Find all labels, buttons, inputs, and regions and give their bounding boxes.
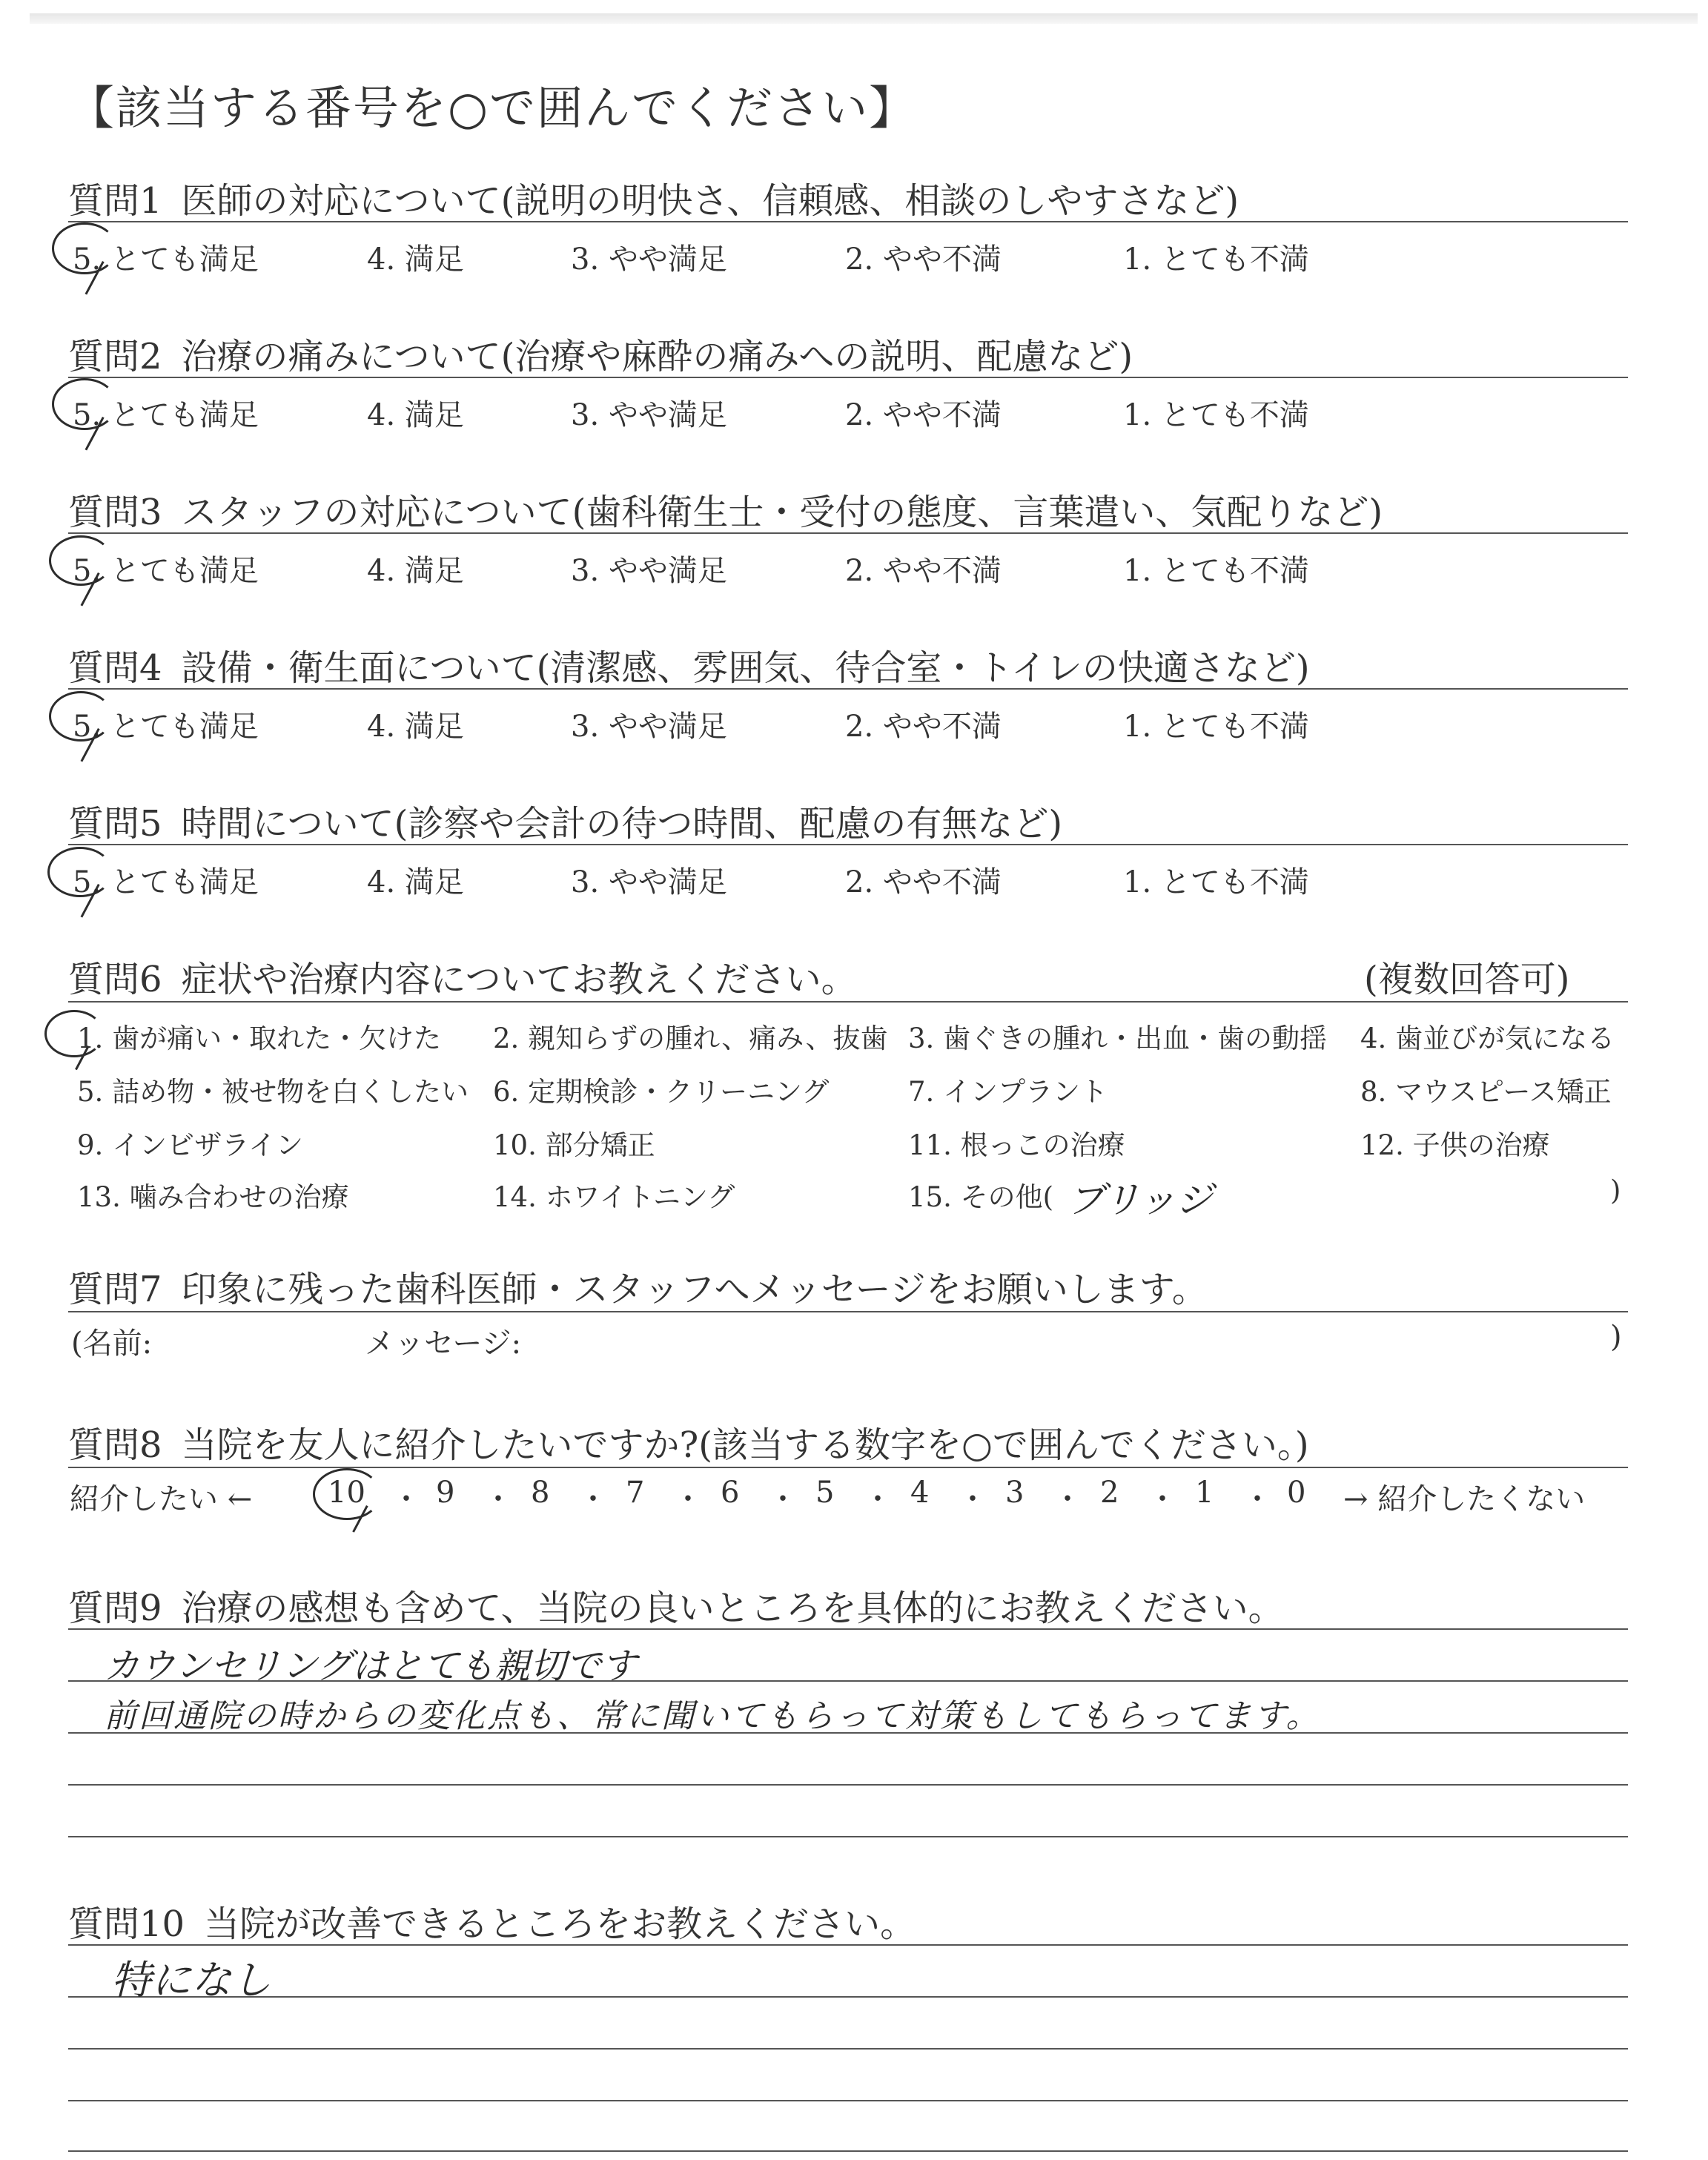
question-3-rule [68,532,1628,534]
q5-option-4[interactable]: 4. 満足 [367,865,464,899]
q7-name-label: (名前: [71,1327,153,1361]
question-1-title [68,172,1239,223]
q2-option-2[interactable]: 2. やや不満 [845,398,1002,432]
q8-sep: ・ [1242,1482,1272,1516]
q3-selection-circle [49,535,113,586]
q3-option-4[interactable]: 4. 満足 [367,554,464,588]
q9-answer-line [68,1836,1628,1837]
q8-scale-3[interactable]: 3 [1005,1476,1025,1510]
question-7-text: 印象に残った歯科医師・スタッフへメッセージをお願いします。 [181,1269,1208,1310]
q10-answer-line [68,1996,1628,1998]
q10-answer-line [68,2100,1628,2101]
q8-sep: ・ [768,1482,798,1516]
question-6-title [68,951,857,1002]
q1-selection-circle [52,222,117,274]
q6-other-close-paren: ) [1610,1175,1621,1206]
q4-option-5[interactable]: 5. とても満足 [73,710,259,744]
q6-option-14[interactable]: 14. ホワイトニング [493,1181,735,1213]
q8-scale-1[interactable]: 1 [1195,1476,1214,1510]
question-5-text: 時間について(診察や会計の待つ時間、配慮の有無など) [181,803,1063,845]
q1-option-5[interactable]: 5. とても満足 [73,242,259,277]
question-9-number: 質問9 [68,1588,162,1629]
question-4-text: 設備・衛生面について(清潔感、雰囲気、待合室・トイレの快適さなど) [181,647,1310,689]
question-3-title [68,483,1383,535]
question-4-title [68,639,1310,690]
q7-message-label: メッセージ: [365,1327,522,1361]
q10-answer[interactable]: 特になし [111,1957,271,2004]
q8-sep: ・ [958,1482,987,1516]
question-2-number: 質問2 [68,336,162,377]
question-5-number: 質問5 [68,803,162,845]
q8-scale-6[interactable]: 6 [721,1476,740,1510]
q1-option-3[interactable]: 3. やや満足 [571,242,727,277]
q8-sep: ・ [483,1482,513,1516]
q8-sep: ・ [1053,1482,1082,1516]
question-8-title [68,1416,1309,1467]
q9-answer-line-1[interactable]: カウンセリングはとても親切です [104,1645,638,1687]
q3-option-5[interactable]: 5. とても満足 [73,554,259,588]
q6-option-12[interactable]: 12. 子供の治療 [1360,1129,1550,1161]
q8-scale-0[interactable]: 0 [1287,1476,1306,1510]
question-1-number: 質問1 [68,180,162,222]
question-7-number: 質問7 [68,1269,162,1310]
q6-selection-circle [44,1010,104,1057]
question-2-rule [68,377,1628,378]
q5-option-3[interactable]: 3. やや満足 [571,865,727,899]
q1-option-4[interactable]: 4. 満足 [367,242,464,277]
q2-option-5[interactable]: 5. とても満足 [73,398,259,432]
q8-sep: ・ [578,1482,608,1516]
q8-scale-9[interactable]: 9 [436,1476,455,1510]
q4-option-1[interactable]: 1. とても不満 [1123,710,1309,744]
question-7-rule [68,1311,1628,1312]
q6-option-4[interactable]: 4. 歯並びが気になる [1360,1023,1615,1054]
q4-option-3[interactable]: 3. やや満足 [571,710,727,744]
q6-other-answer[interactable]: ブリッジ [1068,1178,1213,1221]
q8-sep: ・ [673,1482,703,1516]
q2-option-1[interactable]: 1. とても不満 [1123,398,1309,432]
q5-option-5[interactable]: 5. とても満足 [73,865,259,899]
q6-option-3[interactable]: 3. 歯ぐきの腫れ・出血・歯の動揺 [908,1023,1328,1054]
question-2-text: 治療の痛みについて(治療や麻酔の痛みへの説明、配慮など) [181,336,1133,377]
q6-option-7[interactable]: 7. インプラント [908,1076,1108,1108]
q8-sep: ・ [391,1482,421,1516]
q8-left-label: 紹介したい ← [70,1482,253,1516]
q6-option-2[interactable]: 2. 親知らずの腫れ、痛み、抜歯 [493,1023,888,1054]
q3-option-2[interactable]: 2. やや不満 [845,554,1002,588]
q8-scale-5[interactable]: 5 [815,1476,835,1510]
q6-option-6[interactable]: 6. 定期検診・クリーニング [493,1076,830,1108]
q8-scale-10[interactable]: 10 [328,1476,365,1510]
q6-option-1[interactable]: 1. 歯が痛い・取れた・欠けた [77,1023,442,1054]
q4-option-4[interactable]: 4. 満足 [367,710,464,744]
q9-answer-line [68,1784,1628,1786]
q6-option-13[interactable]: 13. 噛み合わせの治療 [77,1181,349,1213]
question-8-text: 当院を友人に紹介したいですか?(該当する数字を○で囲んでください。) [181,1424,1309,1466]
question-1-text: 医師の対応について(説明の明快さ、信頼感、相談のしやすさなど) [181,180,1239,222]
question-6-multiple-note: (複数回答可) [1364,959,1570,1000]
question-10-number: 質問10 [68,1903,185,1945]
question-9-title [68,1579,1284,1631]
question-3-number: 質問3 [68,492,162,533]
question-4-number: 質問4 [68,647,162,689]
question-4-rule [68,688,1628,690]
q10-answer-line [68,2150,1628,2152]
question-8-number: 質問8 [68,1424,162,1466]
q1-option-1[interactable]: 1. とても不満 [1123,242,1309,277]
q10-answer-line [68,1944,1628,1946]
question-3-text: スタッフの対応について(歯科衛生士・受付の態度、言葉遣い、気配りなど) [181,492,1383,533]
question-6-text: 症状や治療内容についてお教えください。 [181,959,857,1000]
q6-option-8[interactable]: 8. マウスピース矯正 [1360,1076,1612,1108]
question-1-rule [68,221,1628,222]
q9-answer-line-2[interactable]: 前回通院の時からの変化点も、常に聞いてもらって対策もしてもらってます。 [104,1697,1321,1735]
q8-selection-circle [313,1468,381,1520]
question-9-text: 治療の感想も含めて、当院の良いところを具体的にお教えください。 [181,1588,1284,1629]
q8-scale-2[interactable]: 2 [1100,1476,1119,1510]
q4-option-2[interactable]: 2. やや不満 [845,710,1002,744]
question-10-text: 当院が改善できるところをお教えください。 [204,1903,916,1945]
question-8-rule [68,1467,1628,1468]
question-10-title [68,1895,916,1946]
q3-option-3[interactable]: 3. やや満足 [571,554,727,588]
question-5-title [68,795,1062,846]
q9-answer-line [68,1628,1628,1630]
q8-sep: ・ [863,1482,893,1516]
q5-option-1[interactable]: 1. とても不満 [1123,865,1309,899]
question-2-title [68,328,1133,379]
q6-option-10[interactable]: 10. 部分矯正 [493,1129,655,1161]
q5-selection-circle [47,847,113,897]
q2-option-3[interactable]: 3. やや満足 [571,398,727,432]
scan-edge [30,13,1698,24]
q6-option-9[interactable]: 9. インビザライン [77,1129,303,1161]
q1-option-2[interactable]: 2. やや不満 [845,242,1002,277]
q8-scale-7[interactable]: 7 [626,1476,645,1510]
question-7-title [68,1261,1208,1312]
q6-option-11[interactable]: 11. 根っこの治療 [908,1129,1125,1161]
q4-selection-circle [49,691,113,742]
q5-option-2[interactable]: 2. やや不満 [845,865,1002,899]
q3-option-1[interactable]: 1. とても不満 [1123,554,1309,588]
q2-selection-circle [52,378,117,430]
question-5-rule [68,844,1628,845]
form-header: 【該当する番号を○で囲んでください】 [68,81,917,135]
q8-scale-4[interactable]: 4 [910,1476,930,1510]
q6-option-5[interactable]: 5. 詰め物・被せ物を白くしたい [77,1076,469,1108]
q8-right-label: → 紹介したくない [1343,1482,1586,1516]
q10-answer-line [68,2048,1628,2050]
question-6-number: 質問6 [68,959,162,1000]
question-6-rule [68,1001,1628,1003]
q6-option-15[interactable]: 15. その他( [908,1181,1054,1213]
q7-close-paren: ) [1610,1320,1622,1354]
q8-sep: ・ [1148,1482,1177,1516]
q2-option-4[interactable]: 4. 満足 [367,398,464,432]
q8-scale-8[interactable]: 8 [531,1476,550,1510]
